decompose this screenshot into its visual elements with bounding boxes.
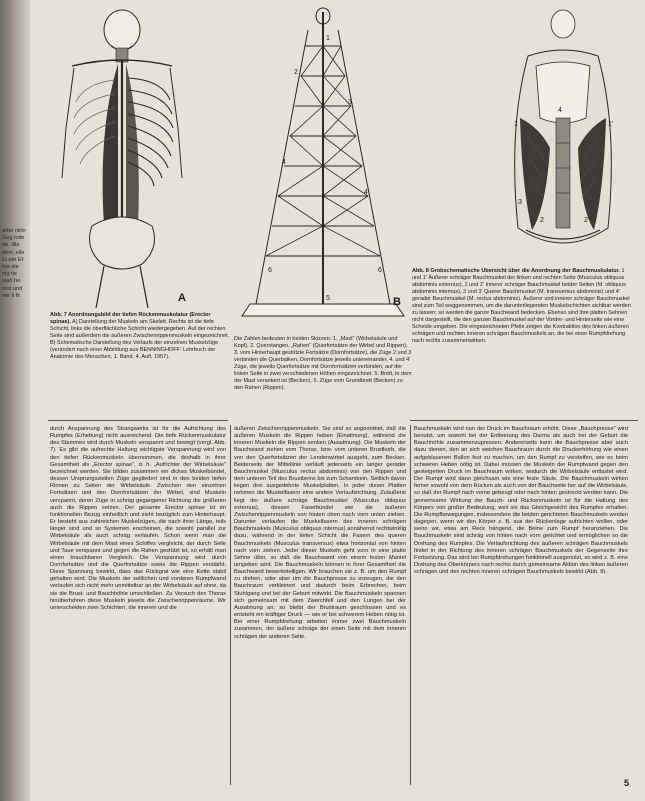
text-column-middle: äußeren Zwischenrippenmuskeln. Sie sind so angeordnet, daß die äußeren Muskeln die Rippen heben (Einatmung), während die inneren Muskeln die Rippen senken (Ausatmung). Die Muskeln der Bauchwand ziehen vom Thorax, bzw. vom unteren Brustkorb, die von den Querfortsätzen der Lendenwirbel ausgeht, zum Becken. Beiderseits der Mittellinie verläuft jederseits ein langer gerader Bauchmuskel (Musculus rectus abdominis) von den Rippen und dem unteren Teil des Brustbeins bis zum Schambein. Seitlich davon liegen drei ausgedehnte Muskelplatten. In jeder dieser Platten nehmen die Muskelfasern eine andere Verlaufsrichtung. Zuäußerst liegt der äußere schräge Bauchmuskel (Musculus obliquus externus), dessen Faserbündel wie die äußeren Zwischenrippenmuskeln von hinten oben nach vorn unten ziehen. Darunter verlaufen die Muskelfasern des inneren schrägen Bauchmuskels (Musculus obliquus internus) annähernd rechtwinklig dazu, während in der tiefen Schicht die Fasern des queren Bauchmuskels (Musculus transversus) etwa horizontal von hinten nach vorn ziehen. Jeder dieser Muskeln geht vorn in eine platte Sehne über, so daß die Bauchwand von einem festen Mantel umgeben wird. Die Bauchmuskeln können in ihrer Gesamtheit die Bauchwand bewerkstelligen. Wir brauchen sie z. B. um den Rumpf zu drehen, oder aber um die Bauchpresse zu erzeugen, die den Bauchraum verkleinert und dadurch beim Erbrechen, beim Stuhlgang und bei der Geburt mitwirkt. Die Bauchmuskeln spannen sich gemeinsam mit dem Zwerchfell und den Lungen bei der Ausatmung an; so bleibt der Brustraum geschlossen und es entsteht ein kräftiger Druck — wie er bei schwerem Heben nötig ist. Bei einer Rumpfdrehung arbeiten immer zwei Bauchmuskeln zusammen, der äußere schräge der einen Seite mit dem inneren schrägen der anderen Seite. [234,426,406,640]
svg-text:2: 2 [294,69,298,76]
column-rule-2 [410,425,411,785]
adjacent-page-edge-text: arbe ntrin Geg lolte ab. lilla ähnl. elle Ei ete Ef ma ste nig tie stab he rest und ner li lit [2,228,26,299]
svg-text:4: 4 [282,159,286,166]
svg-text:4: 4 [558,107,562,114]
svg-text:4': 4' [364,189,370,196]
page-number: 5 [624,778,630,788]
svg-text:1: 1 [514,121,518,128]
svg-text:1': 1' [608,121,614,128]
text-column-right: Bauchmuskeln wird nun der Druck im Bauchraum erhöht. Diese „Bauchpresse" wird benutzt, um sowohl bei der Entleerung des Darms als auch bei der Geburt die Bauchhöhle zusammenzupressen. Andererseits kann die Bauchpresse aber auch dazu dienen, den an sich weichen Bauchraum durch die Druckerhöhung wie einen aufgeblasenen Ballon fest zu machen, um den Rumpf zu versteifen, wie es beim schweren Heben nötig ist. Dabei müssen die Muskeln der Rumpfwand gegen den gesteigerten Druck im Bauchraum wirken, wodurch die Wirbelsäule entlastet wird. Der Rumpf wird dann gleichsam wie eine feste Säule. Die Bauchmuskeln wirken ferner sowohl von dem Rücken als auch von der Bauchseite her auf die Wirbelsäule, so daß der Rumpf nach vorne gebeugt oder nach hinten gestreckt werden kann. Die gemeinsame Wirkung der Bauch- und Rückenmuskeln ist für die Haltung des Körpers von großer Bedeutung, weil sie das Gleichgewicht des Rumpfes erhalten. Die Rumpfbewegungen, insbesondere die beiden gerichteten Bauchmuskeln werden dagegen, wenn wir den Körper z. B. aus der Rückenlage aufrichten wollen, oder wenn wir, etwa am Reck hängend, die Beine zum Rumpf heranziehen. Die Bauchmuskeln sind schräg von hinten nach vorn gerichtet und ermöglichen so die Drehung des Rumpfes. Die Verlaufsrichtung des äußeren schrägen Bauchmuskels findet in der Richtung des inneren schrägen Bauchmuskels der Gegenseite ihre Fortsetzung. Das wird bei Rumpfdrehungen funktionell ausgenutzt, so wird z. B. eine Drehung des Oberkörpers nach rechts durch gemeinsame Aktion des linken äußeren schrägen und des rechten inneren schrägen Bauchmuskels bewirkt (Abb. 8). [414,426,628,576]
separator-rule-right [410,420,638,421]
svg-text:5: 5 [326,295,330,302]
figure-8-caption-title: Abb. 8 Grobschematische Übersicht über die Anordnung der Bauchmuskulatur. [412,268,620,274]
svg-text:2: 2 [540,217,544,224]
figure-mast-schematic-drawing [228,4,418,334]
figure-7-caption [50,312,230,412]
figure-mast-caption: Die Zahlen bedeuten in beiden Skizzen: 1. „Mast" (Wirbelsäule und Kopf), 2. Querstangen, „Rahen" (Querfortsätze der Wirbel und Rippen), 3. vom Hinterhaupt gestützte Fortsätze (Dornfortsätze), die Züge 2 und 3 verbinden die Querbalken, Dornfortsätze jeweils untereinander, 4. und 4' Züge, die jeweils Querfortsätze mit Dornfortsätzen verbinden, auf der linken Seite in zwei verschiedenen Höhen eingezeichnet. 5. Brett, in dem der Mast verankert ist (Becken). 6. Züge vom Grundbrett (Becken) zu den Rahen (Rippen). [234,336,412,391]
figure-mast-label-b: B [393,296,401,308]
svg-text:2': 2' [584,217,590,224]
svg-text:3: 3 [348,99,352,106]
figure-7-caption-body: A) Darstellung der Muskeln am Skelett. Rechts ist die tiefe Schicht, links die oberflächliche Schicht wiedergegeben. Auf der rechten Seite sind außerdem die äußeren Zwischenrippenmuskeln eingezeichnet. B) Schematische Darstellung des Verlaufs der einzelnen Muskelzüge (verändert nach einer Abbildung aus BENNINGHOFF: Lehrbuch der Anatomie des Menschen, 1. Band, 4. Aufl. 1957). [50,319,230,360]
separator-rule-left [48,420,228,421]
figure-8-abdominal-muscles-drawing [488,8,638,268]
text-column-left: durch Anspannung des Strangwerks ist für die Aufrichtung des Rumpfes (Erhebung) nicht ausreichend. Die tiefe Rückenmuskulatur des Stammes wird durch Muskeln verspannt und bewegt (vergl. Abb. 7). Es gibt die aufrechte Haltung wichtigste Verspannung wird von den tiefen Rückenmuskeln übernommen, die deshalb in ihrer Gesamtheit als „Erector spinae", d. h. „Aufrichter der Wirbelsäule" bezeichnet werden. Sie bilden zusammen ein dickes Muskelbündel, dessen Ursprungsstellen Züge gegliedert sind in den beiden tiefen Rinnen zu Seiten der Wirbelsäule. Zwischen den einzelnen Fortsätzen und den Dornfortsätzen der Wirbel, sind Muskeln verspannt, deren Züge in schräg gegangener Richtung die größeren auch die Rippen setzen. Der gesamte Erector spinae ist im funktionellen Bezug einheitlich und zieht bezüglich zum Hinterhaupt. Er besteht aus zahlreichen Muskelzügen, die nach ihrer Länge, teils länger sind und so Systemen erscheinen, die sowohl parallel zur Wirbelsäule als auch schräg verlaufen. Schon wenn man die Wirbelsäule mit dem Mast eines Schiffes vergleicht, der durch Seile und Taue verspannt und gegen die Rahen gestützt ist, so erhält man einen brauchbaren Vergleich. Die Verspannung wird durch Dornfortsätze und die Querfortsätze sowie die Rippen verstärkt. Diese Spannung bewirkt, dass das Rückgrat wie eine Kette stabil gehalten wird. Die Muskeln der seitlichen und vorderen Rumpfwand verlaufen sich nicht mehr unmittelbar an der Wirbelsäule auf ohne, da sie die Brust- und Bauchhöhle umschließen. Zu Versuch des Thorax hinüberfahren diese Muskeln jeweils die Zwischenrippenräume. Wir unterscheiden zwei Schichten, die inneren und die [50,426,226,611]
svg-text:3: 3 [518,199,522,206]
figure-8-caption-body: 1 und 1' Äußerer schräger Bauchmuskel der linken und rechten Seite (Musculus obliquus abdominis externus), 2 und 2' Innerer schräger Bauchmuskel beider Seiten (M. obliquus abdominis internus), 3 und 3' Querer Bauchmuskel (M. transversus abdominis) und 4' gerader Bauchmuskel (M. rectus abdominis). Äußerer und innerer schräger Bauchmuskel sind zum Teil weggenommen, um die darunterliegenden Muskelschichten sichtbar werden zu lassen; so werden die ganze Bauchwand bedecken. Ebenso sind ihre platten Sehnen nicht dargestellt, die den ganzen Bauchmuskel auf der Vorder- und Hinterseite wie eine Scheide umgeben. Die eingezeichneten Pfeile zeigen die Kontraktion des linken äußeren schrägen und rechten inneren schrägen Bauchmuskels an, die bei einer Rumpfdrehung nach rechts zusammenwirken. [412,268,631,344]
svg-text:6: 6 [378,267,382,274]
figure-7-skeleton-drawing [52,8,202,308]
figure-8-caption [412,268,635,418]
figure-7-caption-title: Abb. 7 Anordnungsbild der tiefen Rückenmuskulatur (Erector spinae). [50,312,211,325]
svg-text:1: 1 [326,35,330,42]
column-rule-1 [230,425,231,785]
svg-text:6: 6 [268,267,272,274]
figure-7-label-a: A [178,292,186,304]
